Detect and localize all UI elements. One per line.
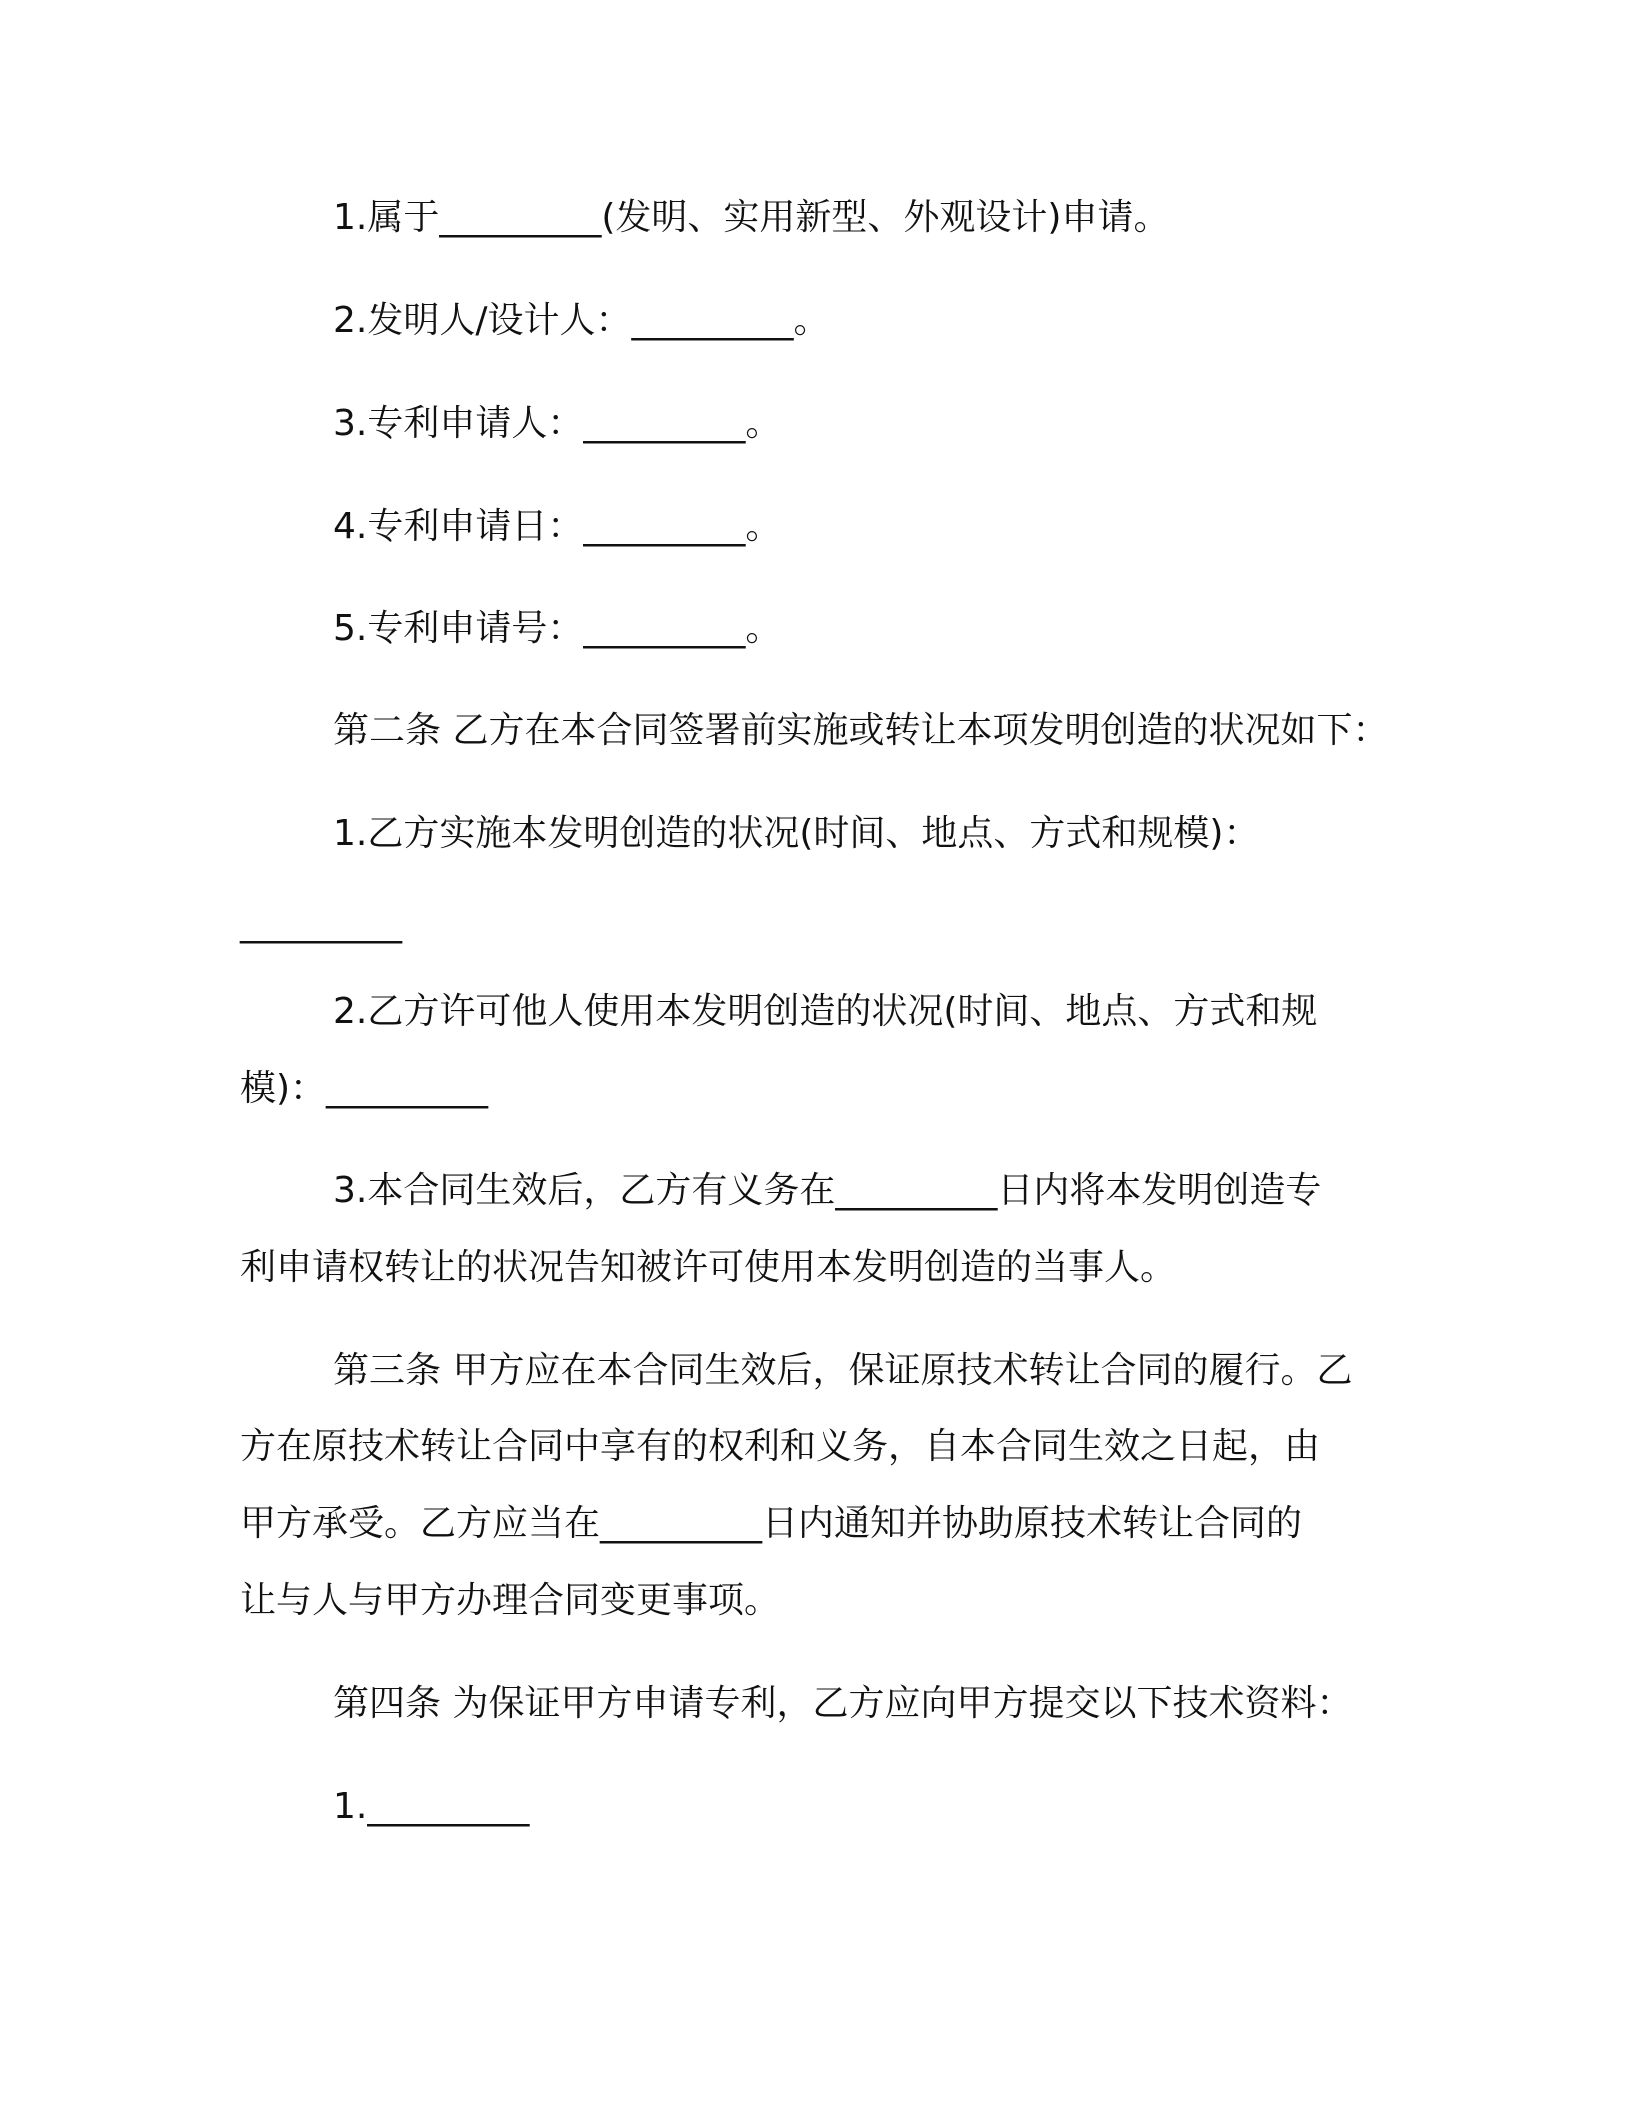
article-2-item-3-line-1: 3.本合同生效后，乙方有义务在_________日内将本发明创造专 (333, 1170, 1322, 1211)
article-3-line-3: 甲方承受。乙方应当在_________日内通知并协助原技术转让合同的 (240, 1503, 1303, 1544)
article-2-item-2-line-1: 2.乙方许可他人使用本发明创造的状况(时间、地点、方式和规 (333, 991, 1318, 1032)
item-inventor: 2.发明人/设计人：_________。 (333, 300, 830, 341)
article-3-line-1: 第三条 甲方应在本合同生效后，保证原技术转让合同的履行。乙 (333, 1350, 1353, 1391)
item-patent-type: 1.属于_________(发明、实用新型、外观设计)申请。 (333, 197, 1170, 238)
article-4-heading: 第四条 为保证甲方申请专利，乙方应向甲方提交以下技术资料： (333, 1683, 1353, 1724)
article-2-heading: 第二条 乙方在本合同签署前实施或转让本项发明创造的状况如下： (333, 710, 1389, 751)
item-application-number: 5.专利申请号：_________。 (333, 608, 782, 649)
item-application-date: 4.专利申请日：_________。 (333, 506, 782, 547)
article-4-item-1: 1._________ (333, 1786, 530, 1827)
article-2-item-3-line-2: 利申请权转让的状况告知被许可使用本发明创造的当事人。 (240, 1247, 1177, 1288)
item-applicant: 3.专利申请人：_________。 (333, 403, 782, 444)
article-3-line-4: 让与人与甲方办理合同变更事项。 (240, 1580, 781, 1621)
article-2-item-1: 1.乙方实施本发明创造的状况(时间、地点、方式和规模)： (333, 813, 1260, 854)
article-3-line-2: 方在原技术转让合同中享有的权利和义务，自本合同生效之日起，由 (240, 1426, 1321, 1467)
article-2-item-2-line-2: 模)：_________ (240, 1068, 489, 1109)
article-2-item-1-blank: _________ (240, 903, 402, 944)
